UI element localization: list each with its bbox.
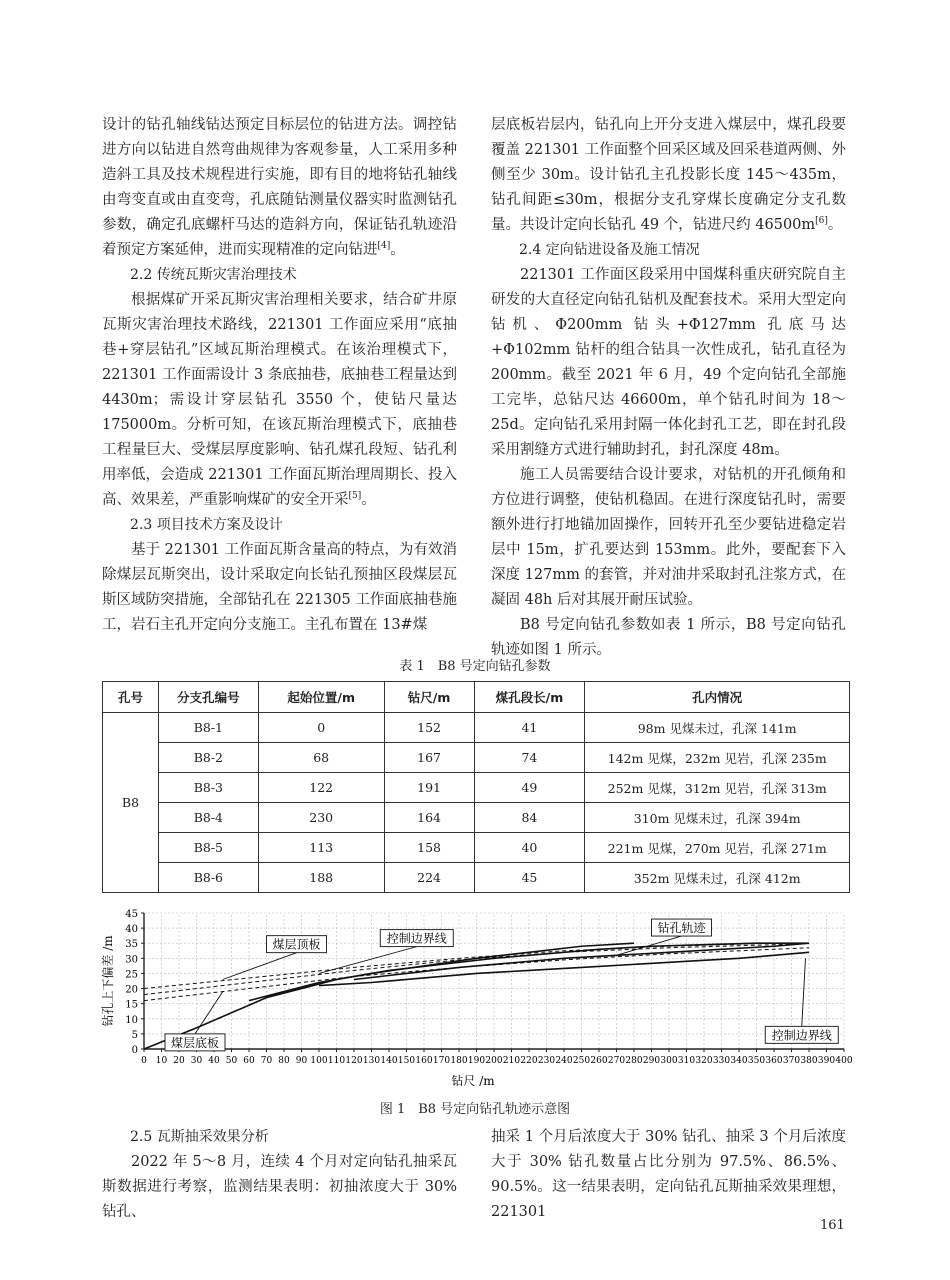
y-tick-label: 35 (125, 939, 138, 951)
table-cell: 74 (474, 743, 585, 773)
x-tick-label: 380 (800, 1056, 818, 1066)
paragraph-plan-continued: 层底板岩层内，钻孔向上开分支进入煤层中，煤孔段要覆盖 221301 工作面整个回采区域及回采巷道两侧、外侧至少 30m。设计钻孔主孔投影长度 145～435m，钻孔间距≤30m，根据分支孔穿煤长度确定分支孔数量。共设计定向长钻孔 49 个，钻进尺约 46500m[6]。 (491, 117, 846, 233)
y-tick-label: 25 (125, 969, 138, 981)
table-cell: 45 (474, 863, 585, 893)
right-column (491, 113, 846, 663)
table-cell: B8-6 (158, 863, 258, 893)
x-tick-label: 160 (415, 1056, 433, 1066)
table-cell: 152 (384, 713, 474, 743)
paragraph-traditional-gas: 根据煤矿开采瓦斯灾害治理相关要求，结合矿井原瓦斯灾害治理技术路线，221301 工作面应采用“底抽巷+穿层钻孔”区域瓦斯治理模式。在该治理模式下，221301 工作面需设计 3 条底抽巷，底抽巷工程量达到 4430m；需设计穿层钻孔 3550 个，使钻尺量达 175000m。分析可知，在该瓦斯治理模式下，底抽巷工程量巨大、受煤层厚度影响、钻孔煤孔段短、钻孔利用率低，会造成 221301 工作面瓦斯治理周期长、投入高、效果差，严重影响煤矿的安全开采[5]。 (102, 292, 457, 508)
paragraph-drilling-method: 设计的钻孔轴线钻达预定目标层位的钻进方法。调控钻进方向以钻进自然弯曲规律为客观参量，人工采用多种造斜工具及技术规程进行实施，即有目的地将钻孔轴线由弯变直或由直变弯，孔底随钻测量仪器实时监测钻孔参数，确定孔底螺杆马达的造斜方向，保证钻孔轨迹沿着预定方案延伸，进而实现精准的定向钻进[4]。 (102, 117, 457, 258)
table-cell: 98m 见煤未过，孔深 141m (585, 713, 850, 743)
table-header: 起始位置/m (258, 682, 384, 713)
table-cell: 224 (384, 863, 474, 893)
x-tick-label: 110 (327, 1056, 346, 1066)
x-tick-label: 360 (765, 1056, 783, 1066)
x-tick-label: 290 (642, 1056, 661, 1066)
x-tick-label: 400 (835, 1056, 853, 1066)
table-cell: 221m 见煤，270m 见岩，孔深 271m (585, 833, 850, 863)
x-tick-label: 190 (467, 1056, 486, 1066)
annotation-label: 控制边界线 (771, 1028, 832, 1043)
x-tick-label: 390 (817, 1056, 836, 1066)
table-cell: 84 (474, 803, 585, 833)
x-tick-label: 0 (141, 1056, 147, 1066)
paragraph-extraction-effect: 2022 年 5～8 月，连续 4 个月对定向钻孔抽采瓦斯数据进行考察，监测结果表明：初抽浓度大于 30% 钻孔、 (102, 1154, 457, 1220)
x-tick-label: 120 (345, 1056, 363, 1066)
x-tick-label: 70 (260, 1056, 273, 1066)
table-row (103, 833, 850, 863)
x-tick-label: 150 (397, 1056, 416, 1066)
y-tick-label: 5 (131, 1029, 138, 1041)
chart-axes (125, 909, 853, 1066)
x-tick-label: 180 (450, 1056, 468, 1066)
y-tick-label: 15 (125, 999, 138, 1011)
table-cell: 252m 见煤，312m 见岩，孔深 313m (585, 773, 850, 803)
table-header: 孔号 (103, 682, 159, 713)
table-cell: 41 (474, 713, 585, 743)
x-tick-label: 300 (660, 1056, 678, 1066)
paragraph-construction: 施工人员需要结合设计要求，对钻机的开孔倾角和方位进行调整，使钻机稳固。在进行深度钻孔时，需要额外进行打地锚加固操作，回转开孔至少要钻进稳定岩层中 15m，扩孔要达到 153mm。此外，要配套下入深度 127mm 的套管，并对油井采取封孔注浆方式，在凝固 48h 后对其展开耐压试验。 (491, 467, 846, 608)
y-axis-label: 钻孔上下偏差 /m (101, 935, 115, 1027)
x-tick-label: 230 (537, 1056, 556, 1066)
y-tick-label: 30 (125, 954, 138, 966)
annotation-label: 煤层顶板 (272, 937, 321, 952)
bottom-left-column (102, 1125, 457, 1225)
table-header: 孔内情况 (585, 682, 850, 713)
x-tick-label: 270 (607, 1056, 626, 1066)
x-tick-label: 350 (747, 1056, 766, 1066)
x-tick-label: 100 (310, 1056, 328, 1066)
table-header: 煤孔段长/m (474, 682, 585, 713)
table-cell: 68 (258, 743, 384, 773)
table-row (103, 713, 850, 743)
annotation-label: 钻孔轨迹 (657, 921, 706, 936)
x-tick-label: 50 (225, 1056, 238, 1066)
table-cell: 40 (474, 833, 585, 863)
x-tick-label: 330 (712, 1056, 731, 1066)
x-tick-label: 310 (677, 1056, 696, 1066)
table-cell: 49 (474, 773, 585, 803)
table-cell: 230 (258, 803, 384, 833)
table-cell: 167 (384, 743, 474, 773)
section-heading-2-3: 2.3 项目技术方案及设计 (130, 517, 283, 533)
x-tick-label: 320 (695, 1056, 713, 1066)
table-row (103, 743, 850, 773)
x-tick-label: 280 (625, 1056, 643, 1066)
x-tick-label: 210 (502, 1056, 521, 1066)
x-tick-label: 10 (155, 1056, 168, 1066)
table-cell: B8-3 (158, 773, 258, 803)
x-tick-label: 40 (208, 1056, 220, 1066)
hole-id-cell: B8 (103, 713, 159, 893)
table-cell: 122 (258, 773, 384, 803)
x-tick-label: 140 (380, 1056, 398, 1066)
section-heading-2-5: 2.5 瓦斯抽采效果分析 (130, 1129, 269, 1145)
table-cell: B8-2 (158, 743, 258, 773)
table-row (103, 803, 850, 833)
table-cell: 310m 见煤未过，孔深 394m (585, 803, 850, 833)
paragraph-technical-plan: 基于 221301 工作面瓦斯含量高的特点，为有效消除煤层瓦斯突出，设计采取定向长钻孔预抽区段煤层瓦斯区域防突措施，全部钻孔在 221305 工作面底抽巷施工，岩石主孔开定向分支施工。主孔布置在 13#煤 (102, 542, 457, 633)
left-column (102, 113, 457, 638)
annotation-leader (223, 953, 297, 980)
x-tick-label: 90 (295, 1056, 308, 1066)
section-heading-2-2: 2.2 传统瓦斯灾害治理技术 (130, 267, 297, 283)
borehole-parameters-table (102, 681, 850, 893)
x-tick-label: 240 (555, 1056, 573, 1066)
figure-caption: 图 1 B8 号定向钻孔轨迹示意图 (379, 1102, 571, 1117)
x-tick-label: 170 (432, 1056, 451, 1066)
x-tick-label: 340 (730, 1056, 748, 1066)
table-header: 分支孔编号 (158, 682, 258, 713)
bottom-right-column (491, 1125, 846, 1225)
table-cell: 158 (384, 833, 474, 863)
x-tick-label: 30 (190, 1056, 203, 1066)
table-cell: B8-5 (158, 833, 258, 863)
annotation-leader (195, 992, 223, 1034)
x-tick-label: 260 (590, 1056, 608, 1066)
x-tick-label: 200 (485, 1056, 503, 1066)
annotation-leader (802, 958, 806, 1026)
y-tick-label: 45 (125, 909, 138, 920)
page-number: 161 (820, 1218, 845, 1233)
table-cell: 352m 见煤未过，孔深 412m (585, 863, 850, 893)
chart-grid (144, 913, 844, 1049)
chart-annotations (165, 919, 838, 1051)
x-tick-label: 20 (173, 1056, 185, 1066)
table-row (103, 863, 850, 893)
table-cell: 0 (258, 713, 384, 743)
y-tick-label: 10 (125, 1014, 138, 1026)
table-cell: 142m 见煤，232m 见岩，孔深 235m (585, 743, 850, 773)
annotation-label: 控制边界线 (386, 931, 447, 946)
table-header-row (103, 682, 850, 713)
table-header: 钻尺/m (384, 682, 474, 713)
table-row (103, 773, 850, 803)
table-cell: B8-1 (158, 713, 258, 743)
paragraph-equipment: 221301 工作面区段采用中国煤科重庆研究院自主研发的大直径定向钻孔钻机及配套技术。采用大型定向钻机、Φ200mm 钻头+Φ127mm 孔底马达+Φ102mm 钻杆的组合钻具一次性成孔，钻孔直径为 200mm。截至 2021 年 6 月，49 个定向钻孔全部施工完毕，总钻尺达 46600m，单个钻孔时间为 18～25d。定向钻孔采用封隔一体化封孔工艺，即在封孔段采用割缝方式进行辅助封孔，封孔深度 48m。 (491, 267, 846, 458)
table-cell: 188 (258, 863, 384, 893)
trajectory-chart (98, 903, 858, 1093)
paragraph-extraction-results: 抽采 1 个月后浓度大于 30% 钻孔、抽采 3 个月后浓度大于 30% 钻孔数量占比分别为 97.5%、86.5%、90.5%。这一结果表明，定向钻孔瓦斯抽采效果理想，221301 (491, 1129, 846, 1220)
y-tick-label: 20 (125, 984, 138, 996)
annotation-label: 煤层底板 (170, 1035, 220, 1050)
y-tick-label: 40 (125, 924, 138, 936)
table-cell: 191 (384, 773, 474, 803)
section-heading-2-4: 2.4 定向钻进设备及施工情况 (519, 242, 700, 258)
x-tick-label: 220 (520, 1056, 538, 1066)
x-tick-label: 250 (572, 1056, 591, 1066)
x-tick-label: 60 (243, 1056, 255, 1066)
x-axis-label: 钻尺 /m (451, 1074, 495, 1088)
x-tick-label: 130 (362, 1056, 381, 1066)
x-tick-label: 370 (782, 1056, 801, 1066)
paragraph-table-ref: B8 号定向钻孔参数如表 1 所示，B8 号定向钻孔轨迹如图 1 所示。 (491, 617, 846, 658)
table-cell: 164 (384, 803, 474, 833)
table-cell: 113 (258, 833, 384, 863)
table-cell: B8-4 (158, 803, 258, 833)
x-tick-label: 80 (278, 1056, 290, 1066)
y-tick-label: 0 (131, 1045, 138, 1056)
table-caption: 表 1 B8 号定向钻孔参数 (399, 659, 551, 674)
